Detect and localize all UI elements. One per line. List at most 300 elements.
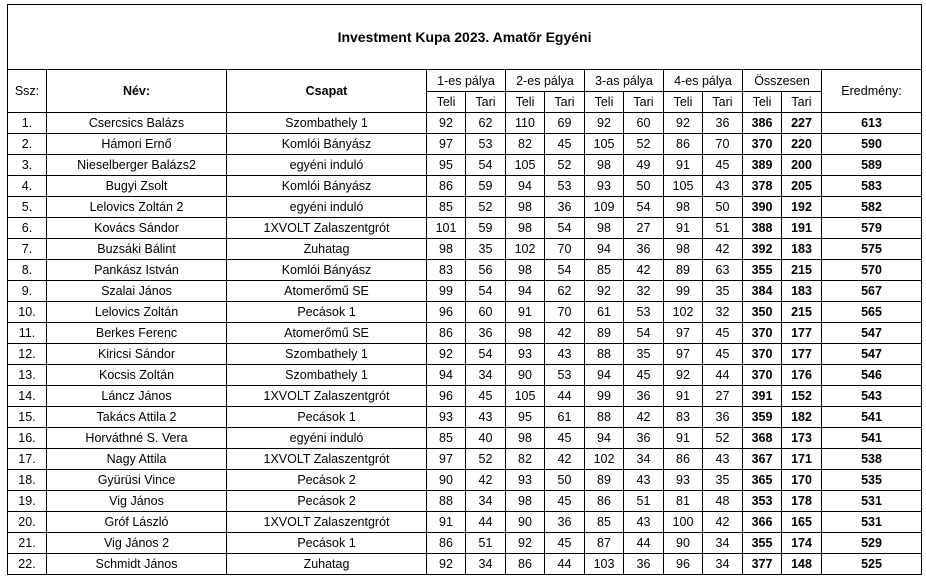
- total-tari-cell: 170: [782, 470, 822, 491]
- header-lane-4: 4-es pálya: [664, 70, 743, 92]
- header-lane-3: 3-as pálya: [585, 70, 664, 92]
- name-cell: Berkes Ferenc: [47, 323, 227, 344]
- teli-cell: 110: [506, 113, 545, 134]
- ssz-cell: 14.: [8, 386, 47, 407]
- table-row: [8, 281, 922, 302]
- ssz-cell: 15.: [8, 407, 47, 428]
- teli-cell: 88: [585, 344, 624, 365]
- team-cell: Pecások 2: [227, 470, 427, 491]
- tari-cell: 52: [703, 428, 743, 449]
- tari-cell: 34: [624, 449, 664, 470]
- result-cell: 543: [822, 386, 922, 407]
- tari-cell: 42: [624, 407, 664, 428]
- tari-cell: 27: [624, 218, 664, 239]
- teli-cell: 94: [506, 176, 545, 197]
- result-cell: 529: [822, 533, 922, 554]
- header-teli: Teli: [743, 92, 782, 113]
- teli-cell: 82: [506, 134, 545, 155]
- ssz-cell: 17.: [8, 449, 47, 470]
- total-teli-cell: 350: [743, 302, 782, 323]
- header-teli: Teli: [506, 92, 545, 113]
- total-teli-cell: 390: [743, 197, 782, 218]
- teli-cell: 95: [427, 155, 466, 176]
- teli-cell: 90: [506, 512, 545, 533]
- tari-cell: 61: [545, 407, 585, 428]
- name-cell: Lelovics Zoltán 2: [47, 197, 227, 218]
- tari-cell: 43: [703, 449, 743, 470]
- tari-cell: 54: [545, 218, 585, 239]
- header-lane-2: 2-es pálya: [506, 70, 585, 92]
- table-row: [8, 470, 922, 491]
- table-row: [8, 365, 922, 386]
- table-row: [8, 218, 922, 239]
- total-teli-cell: 370: [743, 365, 782, 386]
- name-cell: Gyürüsi Vince: [47, 470, 227, 491]
- team-cell: Pecások 1: [227, 407, 427, 428]
- teli-cell: 105: [585, 134, 624, 155]
- header-teli: Teli: [664, 92, 703, 113]
- ssz-cell: 11.: [8, 323, 47, 344]
- total-teli-cell: 370: [743, 344, 782, 365]
- tari-cell: 45: [624, 365, 664, 386]
- tari-cell: 62: [545, 281, 585, 302]
- tari-cell: 44: [703, 365, 743, 386]
- tari-cell: 69: [545, 113, 585, 134]
- total-teli-cell: 355: [743, 533, 782, 554]
- table-row: [8, 113, 922, 134]
- ssz-cell: 8.: [8, 260, 47, 281]
- tari-cell: 44: [545, 554, 585, 575]
- teli-cell: 98: [427, 239, 466, 260]
- result-cell: 565: [822, 302, 922, 323]
- teli-cell: 86: [664, 134, 703, 155]
- ssz-cell: 7.: [8, 239, 47, 260]
- ssz-cell: 21.: [8, 533, 47, 554]
- teli-cell: 94: [427, 365, 466, 386]
- name-cell: Nagy Attila: [47, 449, 227, 470]
- tari-cell: 70: [703, 134, 743, 155]
- teli-cell: 98: [585, 155, 624, 176]
- teli-cell: 95: [506, 407, 545, 428]
- header-tari: Tari: [545, 92, 585, 113]
- name-cell: Takács Attila 2: [47, 407, 227, 428]
- table-row: [8, 491, 922, 512]
- teli-cell: 91: [664, 428, 703, 449]
- tari-cell: 43: [624, 512, 664, 533]
- team-cell: 1XVOLT Zalaszentgrót: [227, 512, 427, 533]
- teli-cell: 96: [427, 302, 466, 323]
- tari-cell: 44: [624, 533, 664, 554]
- result-cell: 583: [822, 176, 922, 197]
- teli-cell: 85: [427, 197, 466, 218]
- team-cell: 1XVOLT Zalaszentgrót: [227, 386, 427, 407]
- teli-cell: 105: [506, 155, 545, 176]
- result-cell: 570: [822, 260, 922, 281]
- tari-cell: 53: [545, 365, 585, 386]
- teli-cell: 85: [427, 428, 466, 449]
- total-teli-cell: 370: [743, 134, 782, 155]
- total-tari-cell: 173: [782, 428, 822, 449]
- ssz-cell: 19.: [8, 491, 47, 512]
- total-teli-cell: 370: [743, 323, 782, 344]
- total-tari-cell: 192: [782, 197, 822, 218]
- teli-cell: 98: [506, 428, 545, 449]
- total-teli-cell: 389: [743, 155, 782, 176]
- header-tari: Tari: [624, 92, 664, 113]
- name-cell: Láncz János: [47, 386, 227, 407]
- tari-cell: 36: [624, 428, 664, 449]
- tari-cell: 34: [703, 554, 743, 575]
- teli-cell: 83: [664, 407, 703, 428]
- total-tari-cell: 177: [782, 344, 822, 365]
- result-cell: 582: [822, 197, 922, 218]
- result-cell: 525: [822, 554, 922, 575]
- teli-cell: 98: [664, 239, 703, 260]
- name-cell: Hámori Ernő: [47, 134, 227, 155]
- teli-cell: 94: [585, 239, 624, 260]
- tari-cell: 63: [703, 260, 743, 281]
- tari-cell: 35: [703, 470, 743, 491]
- teli-cell: 86: [585, 491, 624, 512]
- header-csapat: Csapat: [227, 70, 427, 113]
- teli-cell: 99: [664, 281, 703, 302]
- ssz-cell: 10.: [8, 302, 47, 323]
- table-row: [8, 260, 922, 281]
- header-total: Összesen: [743, 70, 822, 92]
- ssz-cell: 18.: [8, 470, 47, 491]
- tari-cell: 60: [466, 302, 506, 323]
- teli-cell: 89: [585, 323, 624, 344]
- teli-cell: 89: [585, 470, 624, 491]
- teli-cell: 98: [506, 218, 545, 239]
- total-teli-cell: 384: [743, 281, 782, 302]
- result-cell: 541: [822, 407, 922, 428]
- result-cell: 590: [822, 134, 922, 155]
- total-tari-cell: 227: [782, 113, 822, 134]
- name-cell: Pankász István: [47, 260, 227, 281]
- name-cell: Csercsics Balázs: [47, 113, 227, 134]
- teli-cell: 90: [664, 533, 703, 554]
- teli-cell: 94: [506, 281, 545, 302]
- table-row: [8, 323, 922, 344]
- result-cell: 547: [822, 344, 922, 365]
- teli-cell: 61: [585, 302, 624, 323]
- teli-cell: 88: [427, 491, 466, 512]
- name-cell: Bugyi Zsolt: [47, 176, 227, 197]
- table-row: [8, 344, 922, 365]
- tari-cell: 59: [466, 218, 506, 239]
- ssz-cell: 3.: [8, 155, 47, 176]
- teli-cell: 97: [664, 344, 703, 365]
- table-row: [8, 407, 922, 428]
- table-row: [8, 239, 922, 260]
- teli-cell: 98: [506, 323, 545, 344]
- total-tari-cell: 191: [782, 218, 822, 239]
- teli-cell: 98: [664, 197, 703, 218]
- ssz-cell: 4.: [8, 176, 47, 197]
- ssz-cell: 2.: [8, 134, 47, 155]
- table-row: [8, 554, 922, 575]
- name-cell: Kiricsi Sándor: [47, 344, 227, 365]
- teli-cell: 98: [506, 197, 545, 218]
- total-teli-cell: 359: [743, 407, 782, 428]
- tari-cell: 50: [545, 470, 585, 491]
- result-cell: 547: [822, 323, 922, 344]
- ssz-cell: 16.: [8, 428, 47, 449]
- header-nev: Név:: [47, 70, 227, 113]
- teli-cell: 89: [664, 260, 703, 281]
- table-row: [8, 302, 922, 323]
- teli-cell: 92: [664, 365, 703, 386]
- tari-cell: 53: [545, 176, 585, 197]
- teli-cell: 86: [427, 533, 466, 554]
- table-title: Investment Kupa 2023. Amatőr Egyéni: [8, 5, 922, 70]
- teli-cell: 82: [506, 449, 545, 470]
- ssz-cell: 9.: [8, 281, 47, 302]
- tari-cell: 54: [624, 197, 664, 218]
- tari-cell: 36: [703, 113, 743, 134]
- teli-cell: 90: [427, 470, 466, 491]
- teli-cell: 93: [585, 176, 624, 197]
- tari-cell: 52: [624, 134, 664, 155]
- teli-cell: 109: [585, 197, 624, 218]
- tari-cell: 45: [703, 344, 743, 365]
- team-cell: 1XVOLT Zalaszentgrót: [227, 218, 427, 239]
- table-row: [8, 512, 922, 533]
- teli-cell: 83: [427, 260, 466, 281]
- team-cell: Komlói Bányász: [227, 260, 427, 281]
- tari-cell: 59: [466, 176, 506, 197]
- total-tari-cell: 183: [782, 281, 822, 302]
- table-row: [8, 155, 922, 176]
- teli-cell: 103: [585, 554, 624, 575]
- results-table: [7, 4, 922, 575]
- result-cell: 531: [822, 512, 922, 533]
- total-teli-cell: 377: [743, 554, 782, 575]
- total-tari-cell: 174: [782, 533, 822, 554]
- total-teli-cell: 368: [743, 428, 782, 449]
- result-cell: 546: [822, 365, 922, 386]
- team-cell: Atomerőmű SE: [227, 323, 427, 344]
- teli-cell: 85: [585, 512, 624, 533]
- tari-cell: 34: [466, 554, 506, 575]
- tari-cell: 45: [703, 155, 743, 176]
- tari-cell: 54: [466, 344, 506, 365]
- team-cell: Szombathely 1: [227, 113, 427, 134]
- teli-cell: 96: [427, 386, 466, 407]
- teli-cell: 91: [664, 218, 703, 239]
- teli-cell: 87: [585, 533, 624, 554]
- tari-cell: 54: [545, 260, 585, 281]
- teli-cell: 93: [506, 470, 545, 491]
- team-cell: Zuhatag: [227, 554, 427, 575]
- teli-cell: 81: [664, 491, 703, 512]
- table-row: [8, 176, 922, 197]
- teli-cell: 92: [506, 533, 545, 554]
- tari-cell: 32: [624, 281, 664, 302]
- total-teli-cell: 391: [743, 386, 782, 407]
- total-tari-cell: 176: [782, 365, 822, 386]
- tari-cell: 44: [545, 386, 585, 407]
- tari-cell: 36: [545, 197, 585, 218]
- team-cell: Komlói Bányász: [227, 134, 427, 155]
- total-teli-cell: 392: [743, 239, 782, 260]
- tari-cell: 54: [466, 281, 506, 302]
- teli-cell: 98: [506, 491, 545, 512]
- table-row: [8, 449, 922, 470]
- tari-cell: 36: [624, 239, 664, 260]
- tari-cell: 35: [703, 281, 743, 302]
- teli-cell: 100: [664, 512, 703, 533]
- header-tari: Tari: [466, 92, 506, 113]
- table-row: [8, 533, 922, 554]
- team-cell: egyéni induló: [227, 428, 427, 449]
- table-row: [8, 386, 922, 407]
- tari-cell: 36: [703, 407, 743, 428]
- ssz-cell: 1.: [8, 113, 47, 134]
- name-cell: Kocsis Zoltán: [47, 365, 227, 386]
- total-teli-cell: 355: [743, 260, 782, 281]
- total-tari-cell: 205: [782, 176, 822, 197]
- teli-cell: 101: [427, 218, 466, 239]
- teli-cell: 93: [506, 344, 545, 365]
- tari-cell: 56: [466, 260, 506, 281]
- tari-cell: 43: [703, 176, 743, 197]
- teli-cell: 92: [664, 113, 703, 134]
- tari-cell: 35: [624, 344, 664, 365]
- total-tari-cell: 152: [782, 386, 822, 407]
- total-tari-cell: 182: [782, 407, 822, 428]
- result-cell: 535: [822, 470, 922, 491]
- table-row: [8, 134, 922, 155]
- tari-cell: 49: [624, 155, 664, 176]
- team-cell: Atomerőmű SE: [227, 281, 427, 302]
- name-cell: Gróf László: [47, 512, 227, 533]
- teli-cell: 92: [427, 344, 466, 365]
- teli-cell: 92: [585, 113, 624, 134]
- tari-cell: 42: [624, 260, 664, 281]
- result-cell: 541: [822, 428, 922, 449]
- total-teli-cell: 353: [743, 491, 782, 512]
- tari-cell: 51: [703, 218, 743, 239]
- tari-cell: 32: [703, 302, 743, 323]
- tari-cell: 36: [624, 386, 664, 407]
- teli-cell: 88: [585, 407, 624, 428]
- team-cell: egyéni induló: [227, 197, 427, 218]
- result-cell: 579: [822, 218, 922, 239]
- tari-cell: 36: [466, 323, 506, 344]
- name-cell: Kovács Sándor: [47, 218, 227, 239]
- tari-cell: 43: [624, 470, 664, 491]
- teli-cell: 90: [506, 365, 545, 386]
- header-lane-1: 1-es pálya: [427, 70, 506, 92]
- tari-cell: 42: [545, 323, 585, 344]
- ssz-cell: 5.: [8, 197, 47, 218]
- total-tari-cell: 165: [782, 512, 822, 533]
- tari-cell: 50: [703, 197, 743, 218]
- tari-cell: 34: [703, 533, 743, 554]
- teli-cell: 91: [506, 302, 545, 323]
- tari-cell: 54: [466, 155, 506, 176]
- tari-cell: 42: [703, 239, 743, 260]
- teli-cell: 102: [585, 449, 624, 470]
- ssz-cell: 22.: [8, 554, 47, 575]
- team-cell: Pecások 2: [227, 491, 427, 512]
- teli-cell: 91: [664, 155, 703, 176]
- teli-cell: 99: [585, 386, 624, 407]
- tari-cell: 45: [466, 386, 506, 407]
- team-cell: Pecások 1: [227, 302, 427, 323]
- total-tari-cell: 178: [782, 491, 822, 512]
- teli-cell: 97: [427, 134, 466, 155]
- total-tari-cell: 183: [782, 239, 822, 260]
- tari-cell: 53: [624, 302, 664, 323]
- results-body: [8, 113, 922, 575]
- tari-cell: 45: [545, 533, 585, 554]
- tari-cell: 60: [624, 113, 664, 134]
- result-cell: 575: [822, 239, 922, 260]
- teli-cell: 86: [664, 449, 703, 470]
- tari-cell: 42: [466, 470, 506, 491]
- result-cell: 567: [822, 281, 922, 302]
- tari-cell: 36: [624, 554, 664, 575]
- total-teli-cell: 378: [743, 176, 782, 197]
- tari-cell: 52: [545, 155, 585, 176]
- tari-cell: 42: [545, 449, 585, 470]
- total-tari-cell: 177: [782, 323, 822, 344]
- total-tari-cell: 200: [782, 155, 822, 176]
- teli-cell: 98: [585, 218, 624, 239]
- teli-cell: 102: [506, 239, 545, 260]
- name-cell: Szalai János: [47, 281, 227, 302]
- tari-cell: 52: [466, 197, 506, 218]
- total-tari-cell: 215: [782, 260, 822, 281]
- teli-cell: 94: [585, 365, 624, 386]
- team-cell: Pecások 1: [227, 533, 427, 554]
- table-row: [8, 197, 922, 218]
- tari-cell: 44: [466, 512, 506, 533]
- tari-cell: 35: [466, 239, 506, 260]
- total-teli-cell: 366: [743, 512, 782, 533]
- teli-cell: 105: [506, 386, 545, 407]
- teli-cell: 93: [427, 407, 466, 428]
- tari-cell: 52: [466, 449, 506, 470]
- ssz-cell: 13.: [8, 365, 47, 386]
- result-cell: 538: [822, 449, 922, 470]
- teli-cell: 86: [427, 323, 466, 344]
- teli-cell: 86: [506, 554, 545, 575]
- total-tari-cell: 220: [782, 134, 822, 155]
- teli-cell: 105: [664, 176, 703, 197]
- teli-cell: 93: [664, 470, 703, 491]
- header-eredmeny: Eredmény:: [822, 70, 922, 113]
- name-cell: Vig János 2: [47, 533, 227, 554]
- tari-cell: 54: [624, 323, 664, 344]
- teli-cell: 92: [585, 281, 624, 302]
- teli-cell: 94: [585, 428, 624, 449]
- tari-cell: 45: [545, 491, 585, 512]
- tari-cell: 27: [703, 386, 743, 407]
- teli-cell: 97: [664, 323, 703, 344]
- tari-cell: 42: [703, 512, 743, 533]
- tari-cell: 62: [466, 113, 506, 134]
- teli-cell: 99: [427, 281, 466, 302]
- teli-cell: 96: [664, 554, 703, 575]
- name-cell: Lelovics Zoltán: [47, 302, 227, 323]
- total-tari-cell: 171: [782, 449, 822, 470]
- header-teli: Teli: [585, 92, 624, 113]
- total-tari-cell: 148: [782, 554, 822, 575]
